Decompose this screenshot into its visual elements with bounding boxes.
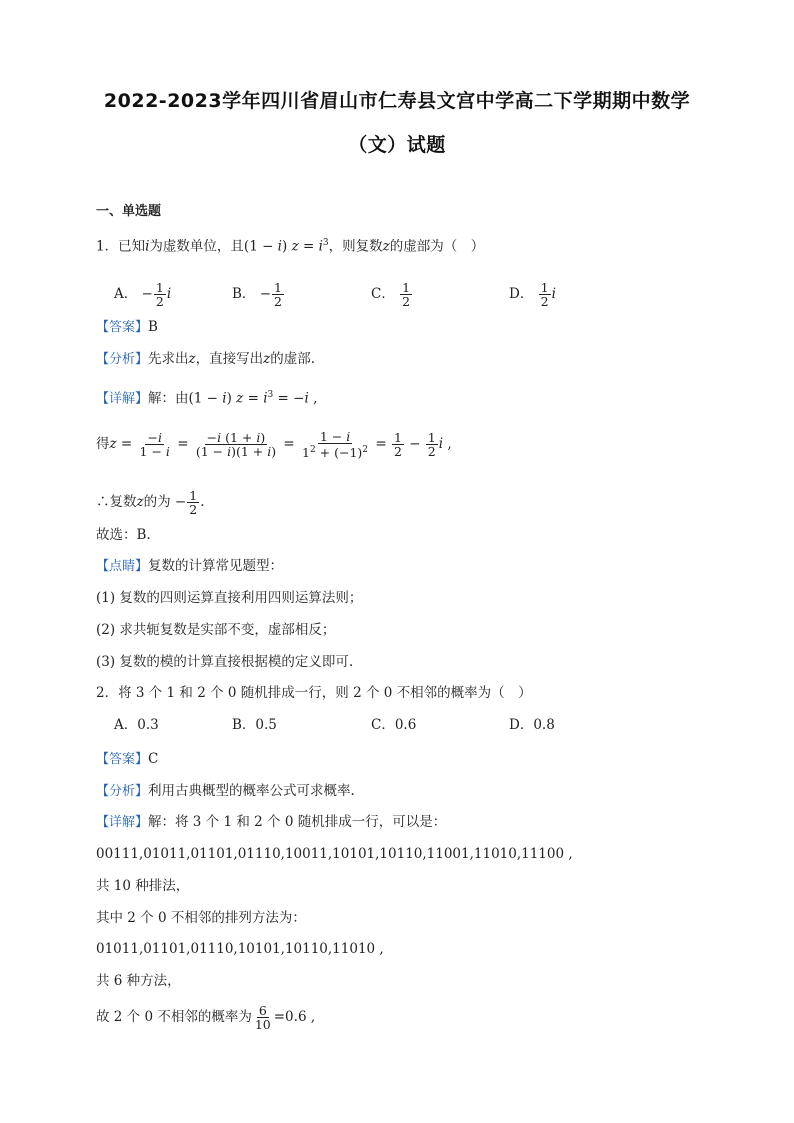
q1-analysis: 【分析】先求出z，直接写出z的虚部. (96, 351, 316, 367)
q2-option-b: B．0.5 (232, 717, 277, 733)
q2-probability: 故 2 个 0 不相邻的概率为 $\frac{6}{10}$ =0.6 , (96, 1003, 316, 1032)
q1-tip: 【点睛】复数的计算常见题型： (96, 558, 284, 574)
q2-analysis: 【分析】利用古典概型的概率公式可求概率. (96, 783, 355, 799)
q2-answer: 【答案】C (96, 751, 159, 767)
q1-tip-item-1: (1) 复数的四则运算直接利用四则运算法则； (96, 590, 363, 606)
q1-tip-item-2: (2) 求共轭复数是实部不变，虚部相反； (96, 622, 336, 638)
q1-derivation: 得z = $\frac{-i}{1 - i}$ = $\frac{-i (1 + i)}{(1 - i)(1 + i)}$ = $\frac{1 - i}{1^2 + (-1)^2}$ = $\frac{1}{2}$ − $\frac{1}{2}$ i , (96, 429, 452, 461)
q2-option-d: D．0.8 (509, 717, 555, 733)
q2-count-sub: 共 6 种方法， (96, 973, 181, 989)
q1-detail: 【详解】解：由(1 − i) $z = i^3 = -i$ , (96, 390, 318, 407)
q2-stem: 2．将 3 个 1 和 2 个 0 随机排成一行，则 2 个 0 不相邻的概率为（ ） (96, 685, 532, 701)
q1-option-b: B． − $\frac{1}{2}$ (232, 280, 282, 309)
q1-option-c: C． $\frac{1}{2}$ (371, 280, 411, 309)
q1-conclusion: ∴复数z的为 − $\frac{1}{2}$ . (96, 488, 205, 517)
q1-option-d: D． $\frac{1}{2}$ i (509, 280, 556, 309)
q1-option-a: A． − $\frac{1}{2}$ i (114, 280, 172, 309)
q2-sub-heading: 其中 2 个 0 不相邻的排列方法为： (96, 910, 306, 926)
q1-stem: 1．已知i为虚数单位，且(1 − i) $z = i^3$，则复数z的虚部为（ ） (96, 238, 485, 255)
q2-detail: 【详解】解：将 3 个 1 和 2 个 0 随机排成一行，可以是： (96, 814, 447, 830)
q2-nonadjacent-arrangements: 01011,01101,01110,10101,10110,11010 , (96, 941, 384, 957)
q2-option-a: A．0.3 (114, 717, 159, 733)
q1-choose: 故选：B. (96, 527, 151, 543)
paper-title-line-2: （文）试题 (348, 134, 446, 156)
q2-count-all: 共 10 种排法， (96, 878, 190, 894)
q1-tip-item-3: (3) 复数的模的计算直接根据模的定义即可. (96, 654, 354, 670)
paper-title-line-1: 2022-2023学年四川省眉山市仁寿县文宫中学高二下学期期中数学 (103, 90, 691, 112)
section-heading-single-choice: 一、单选题 (96, 204, 162, 219)
q2-option-c: C．0.6 (371, 717, 417, 733)
q2-all-arrangements: 00111,01011,01101,01110,10011,10101,10110,11001,11010,11100 , (96, 846, 573, 862)
q1-answer: 【答案】B (96, 319, 158, 335)
